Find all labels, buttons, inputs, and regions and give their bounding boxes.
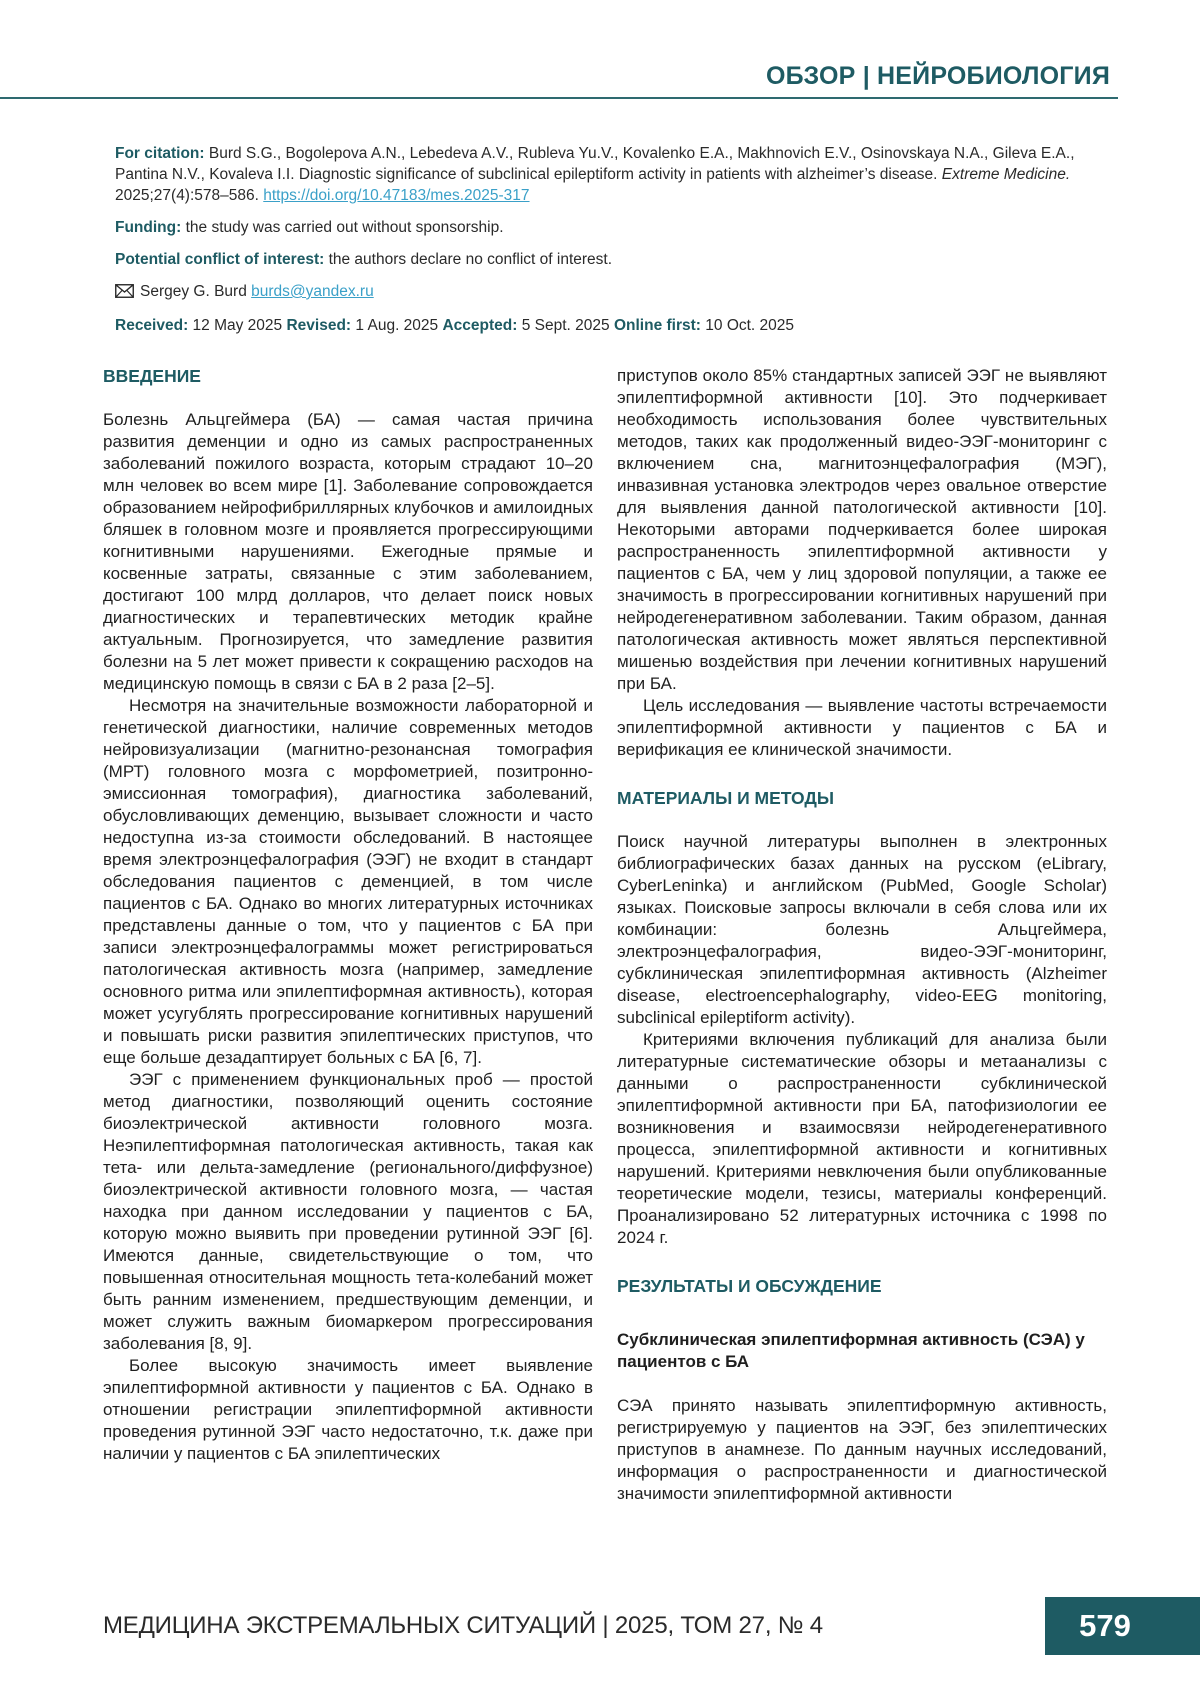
citation <box>115 143 1110 206</box>
section-title: ОБЗОР | НЕЙРОБИОЛОГИЯ <box>766 62 1110 90</box>
funding <box>115 217 1110 238</box>
intro-paragraph-5: приступов около 85% стандартных записей ЭЭГ не выявляют эпилептиформной активности [10]. Это подчеркивает необходимость использования более чувствительных методов, таких как продолженный видео-ЭЭГ-мониторинг с включением сна, магнитоэнцефалография (МЭГ), инвазивная установка электродов через овальное отверстие для выявления данной патологической активности [10]. Некоторыми авторами подчеркивается более широкая распространенность эпилептиформной активности у пациентов с БА, чем у лиц здоровой популяции, а также ее значимость в прогрессировании когнитивных нарушений при нейродегенеративном заболевании. Таким образом, данная патологическая активность может являться перспективной мишенью воздействия при лечении когнитивных нарушений при БА. <box>617 366 1107 693</box>
intro-paragraph-2: Несмотря на значительные возможности лабораторной и генетической диагностики, наличие современных методов нейровизуализации (магнитно-резонансная томография (МРТ) головного мозга с морфометрией, позитронно-эмиссионная томография), диагностика заболеваний, обусловливающих деменцию, вызывает сложности и часто недоступна из-за стоимости обследований. В настоящее время электроэнцефалография (ЭЭГ) не входит в стандарт обследования пациентов с деменцией, в том числе пациентов с БА. Однако во многих литературных источниках представлены данные о том, что у пациентов с БА при записи электроэнцефалограммы может регистрироваться патологическая активность мозга (например, замедление основного ритма или эпилептиформная активность), которая может усугублять прогрессирование когнитивных нарушений и повышать риски развития эпилептических приступов, что еще больше дезадаптирует больных с БА [6, 7]. <box>103 696 593 1067</box>
page-number: 579 <box>1045 1597 1200 1655</box>
intro-paragraph-3: ЭЭГ с применением функциональных проб — простой метод диагностики, позволяющий оценить состояние биоэлектрической активности головного мозга. Неэпилептиформная патологическая активность, такая как тета- или дельта-замедление (регионального/диффузное) биоэлектрической активности головного мозга, — частая находка при данном исследовании у пациентов с БА, которую можно выявить при проведении рутинной ЭЭГ [6]. Имеются данные, свидетельствующие о том, что повышенная относительная мощность тета-колебаний может быть ранним изменением, предшествующим деменции, и может служить важным биомаркером прогрессирования заболевания [8, 9]. <box>103 1070 593 1353</box>
methods-paragraph-1: Поиск научной литературы выполнен в электронных библиографических базах данных на русском (eLibrary, CyberLeninka) и английском (PubMed, Google Scholar) языках. Поисковые запросы включали в себя слова или их комбинации: болезнь Альцгеймера, электроэнцефалография, видео-ЭЭГ-мониторинг, субклиническая эпилептиформная активность (Alzheimer disease, electroencephalography, video-EEG monitoring, subclinical epileptiform activity). <box>617 832 1107 1027</box>
article-metadata <box>115 143 1110 347</box>
conflict-of-interest <box>115 249 1110 270</box>
methods-paragraph-2: Критериями включения публикаций для анализа были литературные систематические обзоры и метаанализы с данными о распространенности субклинической эпилептиформной активности при БА, патофизиологии ее возникновения и взаимосвязи нейродегенеративного процесса, эпилептиформной активности и когнитивных нарушений. Критериями невключения были опубликованные теоретические модели, тезисы, материалы конференций. Проанализировано 52 литературных источника с 1998 по 2024 г. <box>617 1030 1107 1247</box>
left-column <box>103 365 593 1465</box>
methods-heading: МАТЕРИАЛЫ И МЕТОДЫ <box>617 788 835 808</box>
online-first-date: 10 Oct. 2025 <box>705 317 795 334</box>
revised-label: Revised: <box>286 317 352 334</box>
funding-text: the study was carried out without sponsorship. <box>185 219 504 236</box>
results-heading: РЕЗУЛЬТАТЫ И ОБСУЖДЕНИЕ <box>617 1276 882 1296</box>
dates <box>115 315 1110 336</box>
intro-heading: ВВЕДЕНИЕ <box>103 366 201 386</box>
intro-paragraph-4: Более высокую значимость имеет выявление эпилептиформной активности у пациентов с БА. Однако в отношении регистрации эпилептиформной активности проведения рутинной ЭЭГ часто недостаточно, т.к. даже при наличии у пациентов с БА эпилептических <box>103 1356 593 1463</box>
right-column <box>617 365 1107 1505</box>
accepted-date: 5 Sept. 2025 <box>521 317 610 334</box>
revised-date: 1 Aug. 2025 <box>355 317 439 334</box>
doi-link[interactable]: https://doi.org/10.47183/mes.2025-317 <box>263 187 530 204</box>
results-subheading: Субклиническая эпилептиформная активность (СЭА) у пациентов с БА <box>617 1330 1085 1371</box>
citation-label: For citation: <box>115 145 205 162</box>
funding-label: Funding: <box>115 219 182 236</box>
citation-text: Burd S.G., Bogolepova A.N., Lebedeva A.V., Rubleva Yu.V., Kovalenko E.A., Makhnovich E.V., Osinovskaya N.A., Gileva E.A., Pantina N.V., Kovaleva I.I. Diagnostic significance of subclinical epileptiform activity in patients with alzheimer’s disease. <box>115 145 1075 183</box>
received-label: Received: <box>115 317 189 334</box>
online-first-label: Online first: <box>613 317 701 334</box>
header-divider <box>0 97 1118 99</box>
footer-journal-title: МЕДИЦИНА ЭКСТРЕМАЛЬНЫХ СИТУАЦИЙ | 2025, ТОМ 27, № 4 <box>103 1612 823 1639</box>
intro-paragraph-1: Болезнь Альцгеймера (БА) — самая частая причина развития деменции и одно из самых распространенных заболеваний пожилого возраста, которым страдают 10–20 млн человек во всем мире [1]. Заболевание сопровождается образованием нейрофибриллярных клубочков и амилоидных бляшек в головном мозге и проявляется прогрессирующими когнитивными нарушениями. Ежегодные прямые и косвенные затраты, связанные с этим заболеванием, достигают 100 млрд долларов, что делает поиск новых диагностических и терапевтических методик крайне актуальным. Прогнозируется, что замедление развития болезни на 5 лет может привести к сокращению расходов на медицинскую помощь в связи с БА в 2 раза [2–5]. <box>103 410 593 693</box>
conflict-label: Potential conflict of interest: <box>115 251 325 268</box>
citation-tail: 2025;27(4):578–586. <box>115 187 259 204</box>
received-date: 12 May 2025 <box>192 317 283 334</box>
correspondence <box>115 281 1110 304</box>
corresponding-author: Sergey G. Burd <box>140 283 247 300</box>
study-aim-paragraph: Цель исследования — выявление частоты встречаемости эпилептиформной активности у пациентов с БА и верификация ее клинической значимости. <box>617 696 1107 759</box>
results-paragraph-1: СЭА принято называть эпилептиформную активность, регистрируемую у пациентов на ЭЭГ, без эпилептических приступов в анамнезе. По данным научных исследований, информация о распространенности и диагностической значимости эпилептиформной активности <box>617 1396 1107 1503</box>
accepted-label: Accepted: <box>442 317 518 334</box>
citation-journal: Extreme Medicine. <box>941 166 1071 183</box>
email-link[interactable]: burds@yandex.ru <box>251 283 374 300</box>
envelope-icon <box>115 283 134 304</box>
conflict-text: the authors declare no conflict of interest. <box>328 251 613 268</box>
